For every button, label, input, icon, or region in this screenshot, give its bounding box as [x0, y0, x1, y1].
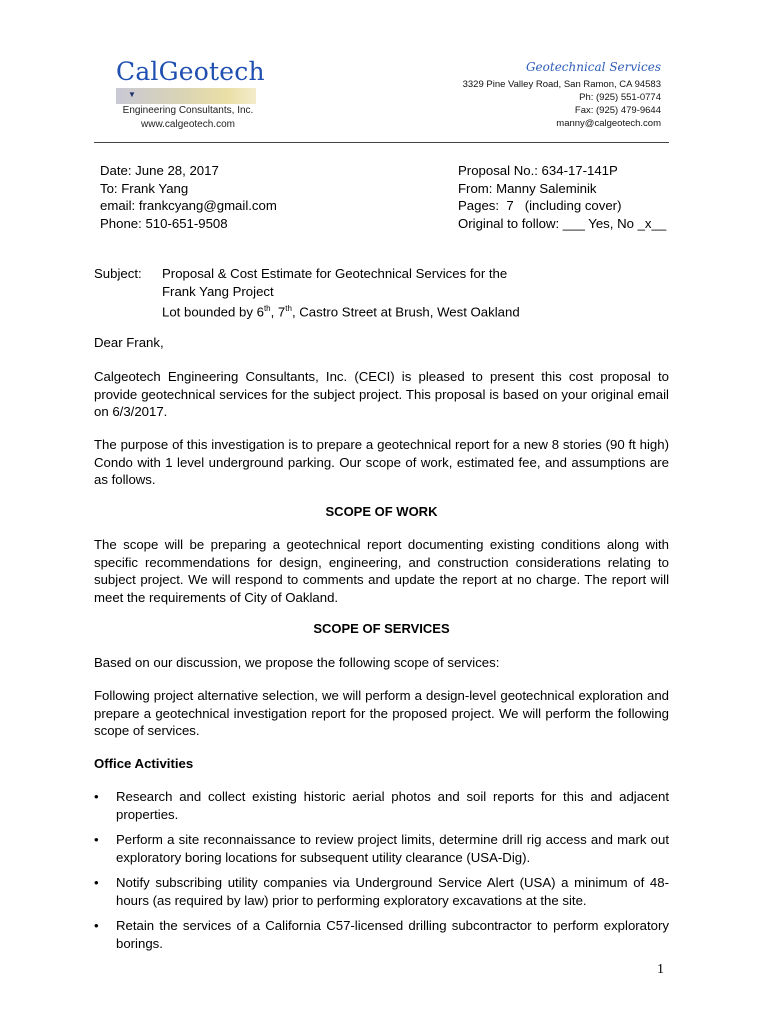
subject-line-3a: Lot bounded by 6	[162, 304, 264, 320]
paragraph-alternative: Following project alternative selection, we will perform a design-level geotechnical exploration and prepare a geotechnical investigation report for the proposed project. We will perform the following scope of services.	[94, 688, 669, 738]
email-line: email: frankcyang@gmail.com	[100, 198, 277, 213]
list-item	[94, 874, 669, 909]
heading-scope-of-work: SCOPE OF WORK	[325, 504, 438, 519]
pages-line: Pages: 7 (including cover)	[458, 198, 622, 213]
company-line: Engineering Consultants, Inc.	[122, 105, 254, 116]
list-item	[94, 917, 669, 952]
subject-block	[162, 265, 662, 321]
subject-label: Subject:	[94, 266, 142, 281]
paragraph-discussion: Based on our discussion, we propose the following scope of services:	[94, 655, 500, 670]
company-logo	[116, 57, 265, 104]
office-activities-list	[94, 788, 669, 960]
bullet-icon: •	[94, 875, 99, 890]
company-website: www.calgeotech.com	[141, 119, 235, 130]
bullet-icon: •	[94, 832, 99, 847]
bullet-icon: •	[94, 789, 99, 804]
to-line: To: Frank Yang	[100, 180, 189, 196]
subject-line-3	[162, 300, 662, 321]
contact-block	[463, 60, 661, 130]
date-line: Date: June 28, 2017	[100, 163, 219, 178]
logo-gradient-bar	[116, 88, 256, 104]
greeting: Dear Frank,	[94, 335, 164, 350]
sup-th-2: th	[285, 304, 292, 313]
contact-fax: Fax: (925) 479-9644	[574, 105, 661, 116]
sup-th-1: th	[263, 304, 271, 313]
service-title: Geotechnical Services	[525, 60, 661, 74]
header-divider	[94, 142, 669, 143]
list-item-text: Retain the services of a California C57-licensed drilling subcontractor to perform exploratory borings.	[116, 918, 669, 951]
from-line: From: Manny Saleminik	[458, 180, 597, 196]
paragraph-intro: Calgeotech Engineering Consultants, Inc. (CECI) is pleased to present this cost proposal to provide geotechnical services for the subject project. This proposal is based on your original email on 6/3/2017.	[94, 369, 669, 419]
info-left	[100, 162, 277, 232]
company-subtitle	[118, 104, 258, 132]
logo-arrow-icon: ▼	[128, 90, 136, 99]
page-number: 1	[657, 962, 664, 977]
logo-text: CalGeotech	[116, 57, 265, 86]
list-item-text: Perform a site reconnaissance to review project limits, determine drill rig access and mark out exploratory boring locations for subsequent utility clearance (USA-Dig).	[116, 832, 669, 865]
list-item	[94, 788, 669, 823]
paragraph-purpose: The purpose of this investigation is to prepare a geotechnical report for a new 8 stories (90 ft high) Condo with 1 level underground parking. Our scope of work, estimated fee, and assumptions are as follows.	[94, 437, 669, 487]
subject-line-3b: , 7	[270, 304, 286, 320]
address: 3329 Pine Valley Road, San Ramon, CA 94583	[462, 79, 661, 90]
paragraph-scope-work: The scope will be preparing a geotechnical report documenting existing conditions along with specific recommendations for design, engineering, and construction considerations relating to subject project. We will respond to comments and update the report at no charge. The report will meet the requirements of City of Oakland.	[94, 537, 669, 605]
bullet-icon: •	[94, 918, 99, 933]
list-item	[94, 831, 669, 866]
info-right	[458, 162, 666, 232]
list-item-text: Notify subscribing utility companies via Underground Service Alert (USA) a minimum of 48-hours (as required by law) prior to performing exploratory excavations at the site.	[116, 875, 669, 908]
phone-line: Phone: 510-651-9508	[100, 215, 228, 231]
contact-email: manny@calgeotech.com	[556, 118, 661, 129]
subject-line-1: Proposal & Cost Estimate for Geotechnical Services for the	[162, 266, 508, 281]
proposal-line: Proposal No.: 634-17-141P	[458, 163, 618, 178]
contact-phone: Ph: (925) 551-0774	[579, 92, 661, 103]
subject-line-2: Frank Yang Project	[162, 283, 274, 299]
office-activities-heading: Office Activities	[94, 756, 194, 771]
original-line: Original to follow: ___ Yes, No _x__	[458, 215, 667, 231]
subject-line-3c: , Castro Street at Brush, West Oakland	[291, 304, 520, 320]
heading-scope-of-services: SCOPE OF SERVICES	[313, 621, 450, 636]
list-item-text: Research and collect existing historic aerial photos and soil reports for this and adjacent properties.	[116, 789, 669, 822]
